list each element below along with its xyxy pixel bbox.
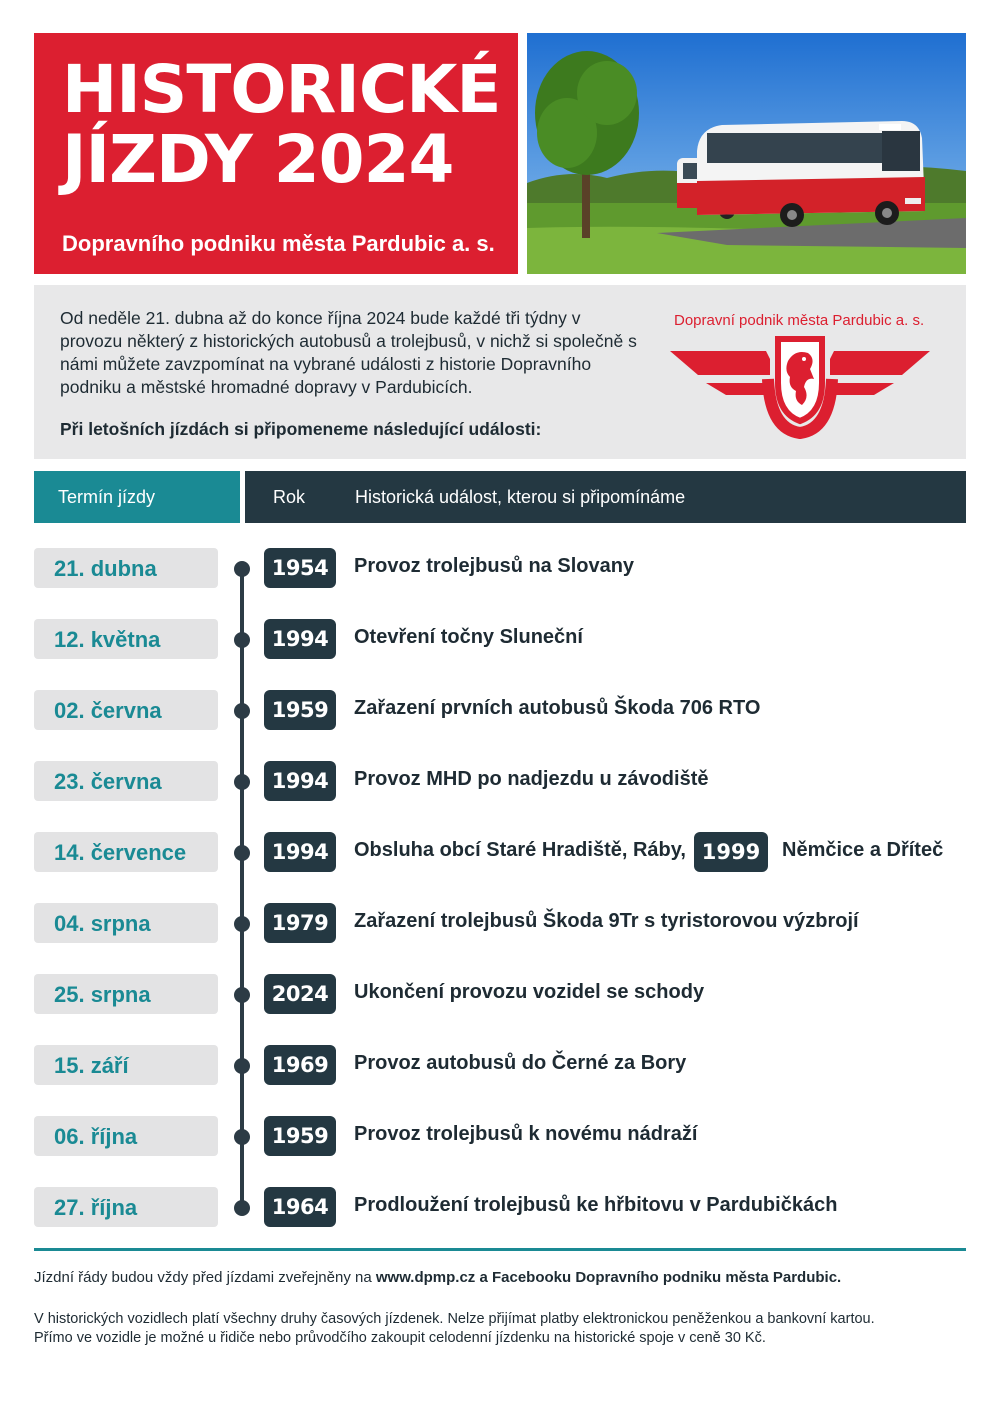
- event-year: 1994: [264, 619, 336, 659]
- timeline-dot: [234, 1058, 250, 1074]
- bus-photo: [527, 33, 966, 274]
- ride-date: 02. června: [34, 690, 218, 730]
- timeline-dot: [234, 632, 250, 648]
- ride-date: 23. června: [34, 761, 218, 801]
- event-description: Obsluha obcí Staré Hradiště, Ráby,: [354, 839, 686, 861]
- event-year: 1979: [264, 903, 336, 943]
- event-year: 1969: [264, 1045, 336, 1085]
- timeline-dot: [234, 774, 250, 790]
- ride-date: 04. srpna: [34, 903, 218, 943]
- timeline-dot: [234, 561, 250, 577]
- column-header-event: Historická událost, kterou si připomínáme: [355, 487, 686, 507]
- bus-illustration: [527, 33, 966, 274]
- timeline-dot: [234, 987, 250, 1003]
- page-subtitle: Dopravního podniku města Pardubic a. s.: [62, 231, 495, 256]
- event-description: Ukončení provozu vozidel se schody: [354, 981, 705, 1003]
- title-line-1: HISTORICKÉ: [62, 51, 501, 128]
- ride-date: 21. dubna: [34, 548, 218, 588]
- hero-banner: [34, 33, 518, 274]
- event-year: 2024: [264, 974, 336, 1014]
- event-description: Prodloužení trolejbusů ke hřbitovu v Pardubičkách: [354, 1194, 838, 1216]
- footer-ticket-info: [34, 1310, 875, 1348]
- ride-date: 27. října: [34, 1187, 218, 1227]
- page-title: [62, 51, 501, 198]
- table-row: [0, 548, 1000, 588]
- event-year: 1994: [264, 832, 336, 872]
- event-description: Provoz trolejbusů k novému nádraží: [354, 1123, 698, 1145]
- ride-date: 14. července: [34, 832, 218, 872]
- timeline-dot: [234, 916, 250, 932]
- footer-website-link[interactable]: www.dpmp.cz a Facebooku Dopravního podniku města Pardubic.: [375, 1269, 842, 1286]
- table-row: [0, 974, 1000, 1014]
- company-logo-icon: [670, 331, 930, 441]
- title-line-2: JÍZDY 2024: [62, 121, 454, 198]
- event-year: 1959: [264, 1116, 336, 1156]
- table-row: [0, 832, 1000, 872]
- event-year: 1964: [264, 1187, 336, 1227]
- company-logo-name: Dopravní podnik města Pardubic a. s.: [674, 312, 925, 329]
- intro-text: Od neděle 21. dubna až do konce října 2024 bude každé tři týdny v provozu některý z historických autobusů a trolejbusů, v nichž si společně s námi můžete zavzpomínat na vybrané události z historie Dopravního podniku a městské hromadné dopravy v Pardubicích.: [60, 308, 637, 397]
- timeline-dot: [234, 1200, 250, 1216]
- footer-ticket-line-2: Přímo ve vozidle je možné u řidiče nebo průvodčího zakoupit celodenní jízdenku na historické spoje v ceně 30 Kč.: [34, 1330, 766, 1346]
- table-row: [0, 1116, 1000, 1156]
- intro-bold-text: Při letošních jízdách si připomeneme následující události:: [60, 419, 542, 439]
- table-row: [0, 1187, 1000, 1227]
- event-description: Provoz MHD po nadjezdu u závodiště: [354, 768, 709, 790]
- timeline-dot: [234, 1129, 250, 1145]
- ride-date: 15. září: [34, 1045, 218, 1085]
- timeline-dot: [234, 845, 250, 861]
- ride-date: 12. května: [34, 619, 218, 659]
- table-row: [0, 761, 1000, 801]
- intro-panel: [34, 285, 966, 459]
- event-year-secondary: 1999: [694, 832, 768, 872]
- event-year: 1994: [264, 761, 336, 801]
- footer-schedule-text: Jízdní řády budou vždy před jízdami zveřejněny na: [34, 1269, 376, 1286]
- event-description: Zařazení prvních autobusů Škoda 706 RTO: [354, 697, 761, 719]
- column-header-bar: [245, 471, 966, 523]
- footer-divider: [34, 1248, 966, 1251]
- table-row: [0, 903, 1000, 943]
- table-row: [0, 619, 1000, 659]
- timeline-dot: [234, 703, 250, 719]
- event-description: Provoz autobusů do Černé za Bory: [354, 1052, 687, 1074]
- event-description: Zařazení trolejbusů Škoda 9Tr s tyristorovou výzbrojí: [354, 910, 859, 932]
- footer-ticket-line-1: V historických vozidlech platí všechny druhy časových jízdenek. Nelze přijímat platby elektronickou peněženkou a bankovní kartou.: [34, 1311, 875, 1327]
- table-row: [0, 1045, 1000, 1085]
- footer-schedule-note: [34, 1269, 841, 1286]
- event-year: 1954: [264, 548, 336, 588]
- column-header-date: Termín jízdy: [34, 471, 240, 523]
- event-description: Otevření točny Sluneční: [354, 626, 583, 648]
- event-description: Provoz trolejbusů na Slovany: [354, 555, 635, 577]
- timeline-line: [240, 565, 244, 1207]
- event-description-secondary: Němčice a Dříteč: [782, 839, 944, 861]
- ride-date: 06. října: [34, 1116, 218, 1156]
- table-row: [0, 690, 1000, 730]
- ride-date: 25. srpna: [34, 974, 218, 1014]
- event-year: 1959: [264, 690, 336, 730]
- column-header-year: Rok: [273, 487, 306, 507]
